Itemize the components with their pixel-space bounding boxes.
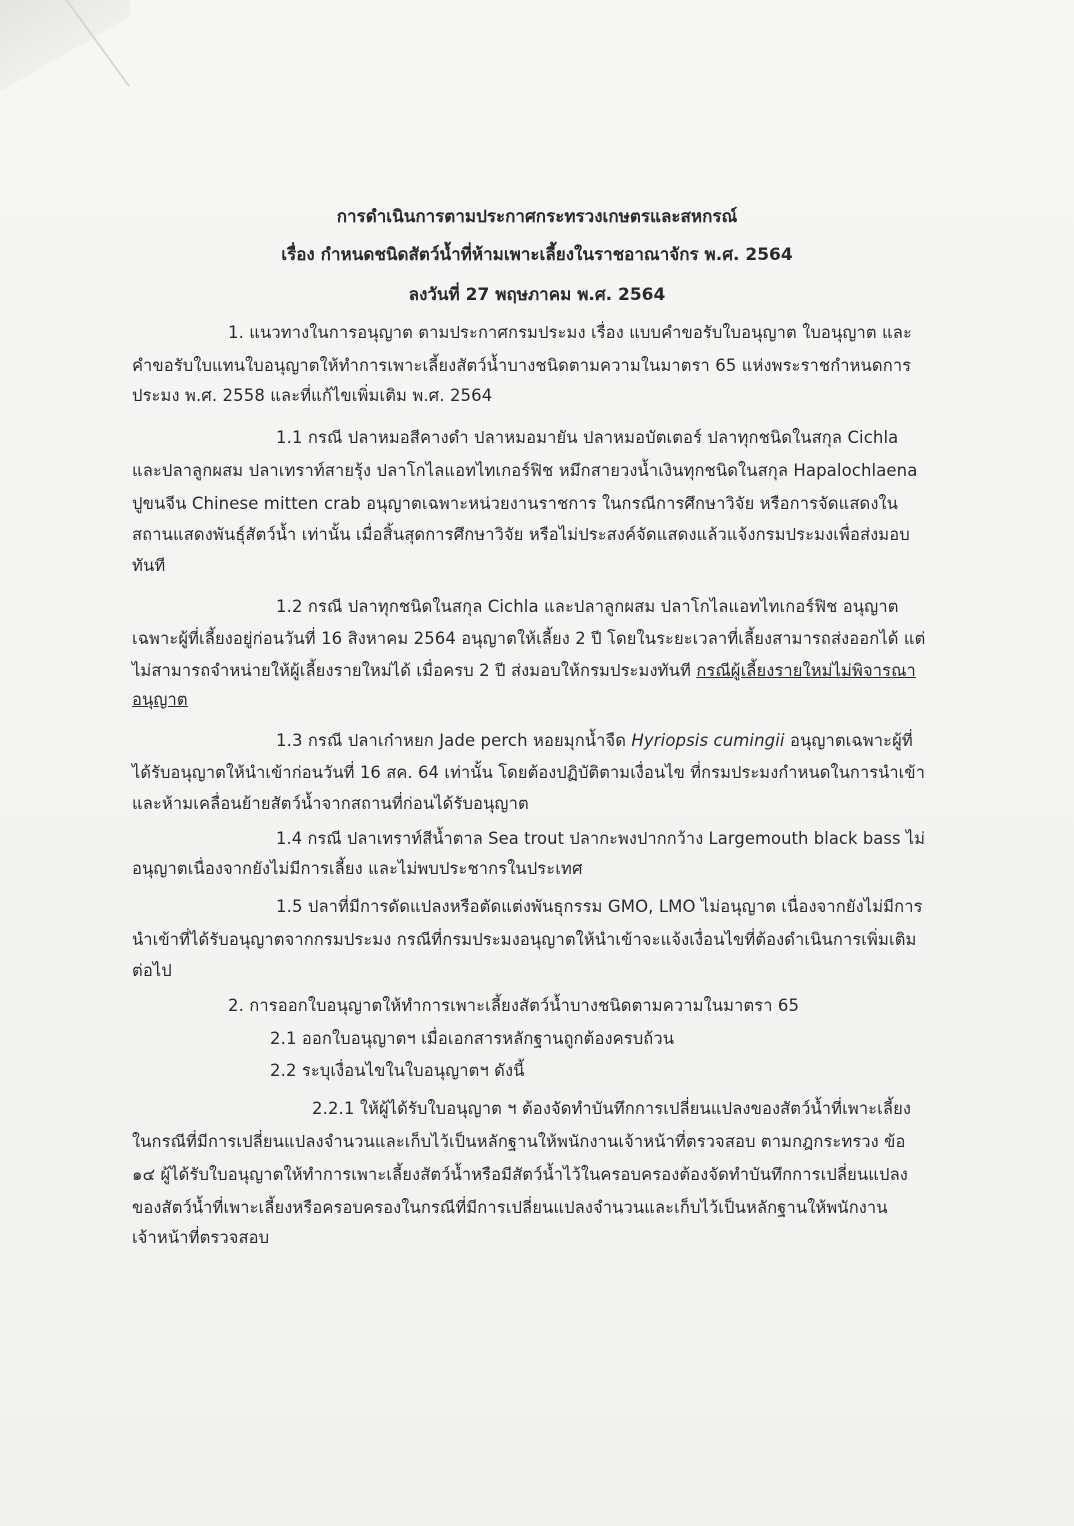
item-1-3-species-italic: Hyriopsis cumingii — [631, 731, 785, 750]
section-1-line-1: 1. แนวทางในการอนุญาต ตามประกาศกรมประมง เรื่อง แบบคำขอรับใบอนุญาต ใบอนุญาต และ — [228, 323, 912, 342]
item-1-1-line-3: ปูขนจีน Chinese mitten crab อนุญาตเฉพาะหน่วยงานราชการ ในกรณีการศึกษาวิจัย หรือการจัดแสดงใน — [132, 494, 899, 513]
item-1-2-line-1: 1.2 กรณี ปลาทุกชนิดในสกุล Cichla และปลาลูกผสม ปลาโกไลแอทไทเกอร์ฟิช อนุญาต — [276, 597, 899, 616]
section-1-line-3: ประมง พ.ศ. 2558 และที่แก้ไขเพิ่มเติม พ.ศ. 2564 — [132, 386, 493, 405]
item-1-1-line-4: สถานแสดงพันธุ์สัตว์น้ำ เท่านั้น เมื่อสิ้นสุดการศึกษาวิจัย หรือไม่ประสงค์จัดแสดงแล้วแจ้งกรมประมงเพื่อส่งมอบ — [132, 525, 910, 544]
item-2-2-1-line-2: ในกรณีที่มีการเปลี่ยนแปลงจำนวนและเก็บไว้เป็นหลักฐานให้พนักงานเจ้าหน้าที่ตรวจสอบ ตามกฎกระทรวง ข้อ — [132, 1132, 906, 1151]
item-1-3-line-2: ได้รับอนุญาตให้นำเข้าก่อนวันที่ 16 สค. 64 เท่านั้น โดยต้องปฏิบัติตามเงื่อนไข ที่กรมประมงกำหนดในการนำเข้า — [132, 763, 926, 782]
item-2-2-1-line-1: 2.2.1 ให้ผู้ได้รับใบอนุญาต ฯ ต้องจัดทำบันทึกการเปลี่ยนแปลงของสัตว์น้ำที่เพาะเลี้ยง — [312, 1099, 912, 1118]
item-2-1: 2.1 ออกใบอนุญาตฯ เมื่อเอกสารหลักฐานถูกต้องครบถ้วน — [270, 1029, 675, 1048]
item-1-3-line-1-a: 1.3 กรณี ปลาเก๋าหยก Jade perch หอยมุกน้ำจืด — [276, 731, 632, 750]
document-date-line: ลงวันที่ 27 พฤษภาคม พ.ศ. 2564 — [408, 285, 666, 305]
document-title-line-2: เรื่อง กำหนดชนิดสัตว์น้ำที่ห้ามเพาะเลี้ยงในราชอาณาจักร พ.ศ. 2564 — [281, 245, 793, 265]
item-1-5-line-3: ต่อไป — [132, 961, 172, 980]
item-1-4-line-2: อนุญาตเนื่องจากยังไม่มีการเลี้ยง และไม่พบประชากรในประเทศ — [132, 859, 583, 878]
item-2-2-1-line-5: เจ้าหน้าที่ตรวจสอบ — [132, 1228, 270, 1247]
item-2-2-1-line-3: ๑๔ ผู้ได้รับใบอนุญาตให้ทำการเพาะเลี้ยงสัตว์น้ำหรือมีสัตว์น้ำไว้ในครอบครองต้องจัดทำบันทึกการเปลี่ยนแปลง — [132, 1165, 908, 1184]
item-1-2-underlined-note: กรณีผู้เลี้ยงรายใหม่ไม่พิจารณา — [696, 661, 916, 680]
item-1-2-line-3 — [132, 658, 916, 684]
item-1-3-line-1 — [276, 728, 913, 754]
section-2-heading: 2. การออกใบอนุญาตให้ทำการเพาะเลี้ยงสัตว์น้ำบางชนิดตามความในมาตรา 65 — [228, 996, 800, 1015]
item-1-1-line-5: ทันที — [132, 556, 166, 575]
item-1-4-line-1: 1.4 กรณี ปลาเทราท์สีน้ำตาล Sea trout ปลากะพงปากกว้าง Largemouth black bass ไม่ — [276, 829, 926, 848]
item-2-2: 2.2 ระบุเงื่อนไขในใบอนุญาตฯ ดังนี้ — [270, 1061, 525, 1080]
item-1-5-line-2: นำเข้าที่ได้รับอนุญาตจากกรมประมง กรณีที่กรมประมงอนุญาตให้นำเข้าจะแจ้งเงื่อนไขที่ต้องดำเนินการเพิ่มเติม — [132, 930, 917, 949]
page-corner-fold — [0, 0, 130, 90]
item-1-1-line-1: 1.1 กรณี ปลาหมอสีคางดำ ปลาหมอมายัน ปลาหมอบัตเตอร์ ปลาทุกชนิดในสกุล Cichla — [276, 428, 899, 447]
item-2-2-1-line-4: ของสัตว์น้ำที่เพาะเลี้ยงหรือครอบครองในกรณีที่มีการเปลี่ยนแปลงจำนวนและเก็บไว้เป็นหลักฐานให้พนักงาน — [132, 1198, 888, 1217]
document-title-line-1: การดำเนินการตามประกาศกระทรวงเกษตรและสหกรณ์ — [336, 207, 738, 227]
item-1-3-line-3: และห้ามเคลื่อนย้ายสัตว์น้ำจากสถานที่ก่อนได้รับอนุญาต — [132, 794, 529, 813]
item-1-2-line-2: เฉพาะผู้ที่เลี้ยงอยู่ก่อนวันที่ 16 สิงหาคม 2564 อนุญาตให้เลี้ยง 2 ปี โดยในระยะเวลาที่เลี้ยงสามารถส่งออกได้ แต่ — [132, 629, 926, 648]
item-1-1-line-2: และปลาลูกผสม ปลาเทราท์สายรุ้ง ปลาโกไลแอทไทเกอร์ฟิช หมึกสายวงน้ำเงินทุกชนิดในสกุล Hapalochlaena — [132, 461, 918, 480]
item-1-2-underlined-note-end: อนุญาต — [132, 690, 188, 709]
section-1-line-2: คำขอรับใบแทนใบอนุญาตให้ทำการเพาะเลี้ยงสัตว์น้ำบางชนิดตามความในมาตรา 65 แห่งพระราชกำหนดการ — [132, 356, 912, 375]
item-1-5-line-1: 1.5 ปลาที่มีการดัดแปลงหรือตัดแต่งพันธุกรรม GMO, LMO ไม่อนุญาต เนื่องจากยังไม่มีการ — [276, 897, 923, 916]
item-1-2-line-3-text: ไม่สามารถจำหน่ายให้ผู้เลี้ยงรายใหม่ได้ เมื่อครบ 2 ปี ส่งมอบให้กรมประมงทันที — [132, 661, 697, 680]
item-1-3-line-1-b: อนุญาตเฉพาะผู้ที่ — [784, 731, 913, 750]
